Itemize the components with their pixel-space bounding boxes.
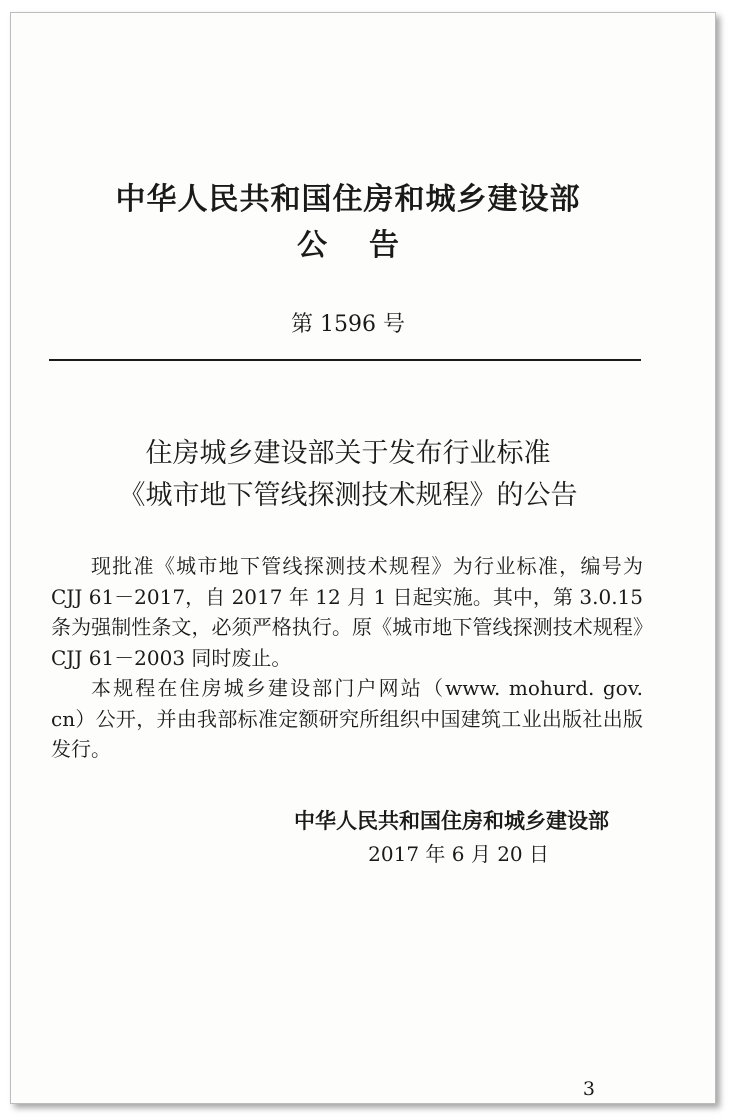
document-type-heading: 公告: [297, 228, 441, 263]
body-paragraph-1: 现批准《城市地下管线探测技术规程》为行业标准，编号为 CJJ 61－2017，自 2017 年 12 月 1 日起实施。其中，第 3.0.15 条为强制性条文，必须严格执行。原《城市地下管线探测技术规程》CJJ 61－2003 同时废止。: [51, 554, 643, 670]
notice-title-line-1: 住房城乡建设部关于发布行业标准: [145, 438, 551, 469]
notice-title-line-2: 《城市地下管线探测技术规程》的公告: [118, 480, 578, 511]
notice-title: [11, 433, 685, 517]
signature-organization: 中华人民共和国住房和城乡建设部: [294, 809, 609, 833]
page-number: 3: [582, 1078, 595, 1100]
document-page: [10, 12, 716, 1104]
issuer-heading: 中华人民共和国住房和城乡建设部: [115, 182, 581, 217]
body-paragraph-2: 本规程在住房城乡建设部门户网站（www. mohurd. gov. cn）公开，并由我部标准定额研究所组织中国建筑工业出版社出版发行。: [51, 676, 643, 761]
signature-date: 2017 年 6 月 20 日: [368, 842, 549, 866]
header-divider: [49, 359, 641, 361]
notice-body: [51, 551, 643, 765]
document-number: 第 1596 号: [291, 312, 405, 337]
